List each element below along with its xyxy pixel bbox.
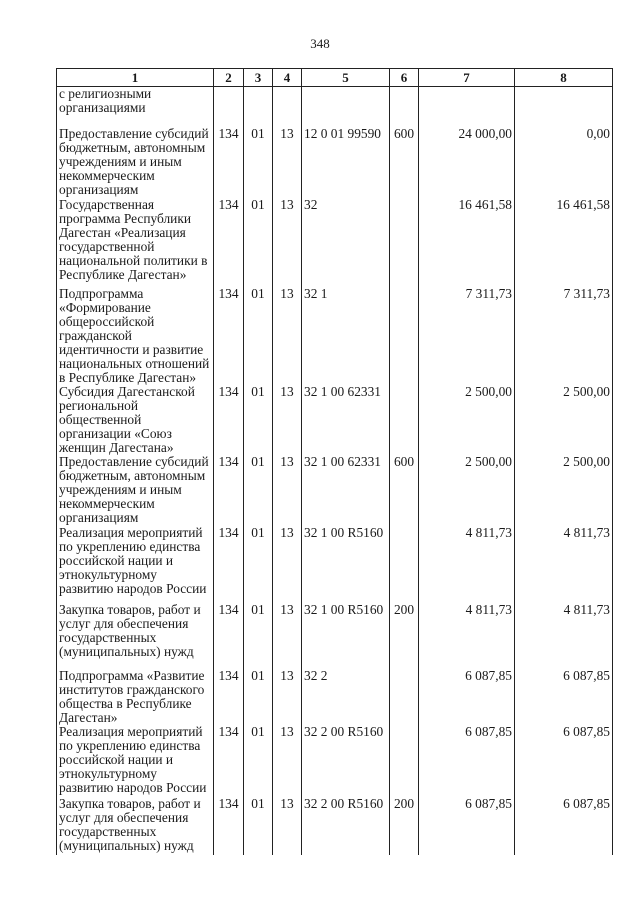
column-header: 4 [273,69,302,87]
row-target-article: 32 2 00 R5160 [302,797,390,855]
table-row-continuation [57,87,613,128]
row-code: 134 [214,198,244,287]
row-amount-2: 6 087,85 [515,725,613,797]
row-amount-2: 4 811,73 [515,603,613,669]
row-code: 134 [214,455,244,526]
row-expense-type: 600 [390,127,419,198]
column-header: 2 [214,69,244,87]
row-amount-2: 6 087,85 [515,669,613,725]
row-name: с религиозными организациями [57,87,214,128]
row-target-article: 12 0 01 99590 [302,127,390,198]
row-subsection: 13 [273,797,302,855]
row-target-article: 32 [302,198,390,287]
table-row [57,287,613,385]
row-section: 01 [244,725,273,797]
row-subsection: 13 [273,526,302,603]
row-section: 01 [244,669,273,725]
row-code: 134 [214,725,244,797]
row-section: 01 [244,526,273,603]
row-amount-2: 4 811,73 [515,526,613,603]
row-code: 134 [214,127,244,198]
row-section: 01 [244,127,273,198]
row-name: Закупка товаров, работ и услуг для обеспечения государственных (муниципальных) нужд [57,603,214,669]
row-name: Реализация мероприятий по укреплению единства российской нации и этнокультурному развитию народов России [57,526,214,603]
row-expense-type [390,287,419,385]
row-target-article: 32 1 00 R5160 [302,526,390,603]
column-header: 7 [419,69,515,87]
row-expense-type [390,385,419,455]
row-target-article: 32 2 00 R5160 [302,725,390,797]
row-code: 134 [214,669,244,725]
column-header: 3 [244,69,273,87]
row-amount-2: 0,00 [515,127,613,198]
row-code: 134 [214,287,244,385]
column-header: 6 [390,69,419,87]
table-row [57,603,613,669]
row-code: 134 [214,603,244,669]
row-amount-2: 7 311,73 [515,287,613,385]
row-subsection: 13 [273,603,302,669]
row-target-article: 32 1 00 R5160 [302,603,390,669]
column-header: 1 [57,69,214,87]
row-expense-type [390,725,419,797]
row-section: 01 [244,797,273,855]
row-subsection: 13 [273,669,302,725]
table-row [57,385,613,455]
row-name: Предоставление субсидий бюджетным, автономным учреждениям и иным некоммерческим организациям [57,455,214,526]
row-name: Предоставление субсидий бюджетным, автономным учреждениям и иным некоммерческим организациям [57,127,214,198]
row-target-article: 32 1 00 62331 [302,455,390,526]
page-number: 348 [310,36,330,51]
row-subsection: 13 [273,725,302,797]
row-section: 01 [244,198,273,287]
table-row [57,455,613,526]
table-row [57,127,613,198]
row-subsection: 13 [273,385,302,455]
table-row [57,669,613,725]
column-header: 5 [302,69,390,87]
row-amount-2: 16 461,58 [515,198,613,287]
row-expense-type [390,526,419,603]
row-amount-1: 2 500,00 [419,455,515,526]
header-row [57,69,613,87]
row-subsection: 13 [273,455,302,526]
row-subsection: 13 [273,127,302,198]
row-name: Субсидия Дагестанской региональной общественной организации «Союз женщин Дагестана» [57,385,214,455]
row-code: 134 [214,526,244,603]
row-amount-1: 24 000,00 [419,127,515,198]
row-amount-1: 6 087,85 [419,669,515,725]
row-code: 134 [214,385,244,455]
row-code: 134 [214,797,244,855]
row-subsection: 13 [273,287,302,385]
row-amount-1: 4 811,73 [419,603,515,669]
row-name: Закупка товаров, работ и услуг для обеспечения государственных (муниципальных) нужд [57,797,214,855]
budget-table [56,68,613,855]
row-amount-2: 2 500,00 [515,455,613,526]
row-amount-2: 6 087,85 [515,797,613,855]
row-subsection: 13 [273,198,302,287]
row-expense-type: 200 [390,797,419,855]
row-expense-type [390,669,419,725]
table-row [57,797,613,855]
table-row [57,198,613,287]
row-name: Государственная программа Республики Дагестан «Реализация государственной национальной политики в Республике Дагестан» [57,198,214,287]
row-section: 01 [244,603,273,669]
row-expense-type: 200 [390,603,419,669]
row-expense-type [390,198,419,287]
table-row [57,725,613,797]
row-amount-2: 2 500,00 [515,385,613,455]
column-header: 8 [515,69,613,87]
row-amount-1: 6 087,85 [419,725,515,797]
row-section: 01 [244,455,273,526]
row-target-article: 32 1 [302,287,390,385]
row-amount-1: 16 461,58 [419,198,515,287]
row-target-article: 32 2 [302,669,390,725]
row-amount-1: 6 087,85 [419,797,515,855]
row-name: Реализация мероприятий по укреплению единства российской нации и этнокультурному развитию народов России [57,725,214,797]
row-name: Подпрограмма «Развитие институтов гражданского общества в Республике Дагестан» [57,669,214,725]
row-amount-1: 2 500,00 [419,385,515,455]
row-section: 01 [244,385,273,455]
row-target-article: 32 1 00 62331 [302,385,390,455]
row-name: Подпрограмма «Формирование общероссийской гражданской идентичности и развитие национальных отношений в Республике Дагестан» [57,287,214,385]
row-amount-1: 4 811,73 [419,526,515,603]
row-section: 01 [244,287,273,385]
row-expense-type: 600 [390,455,419,526]
row-amount-1: 7 311,73 [419,287,515,385]
table-row [57,526,613,603]
